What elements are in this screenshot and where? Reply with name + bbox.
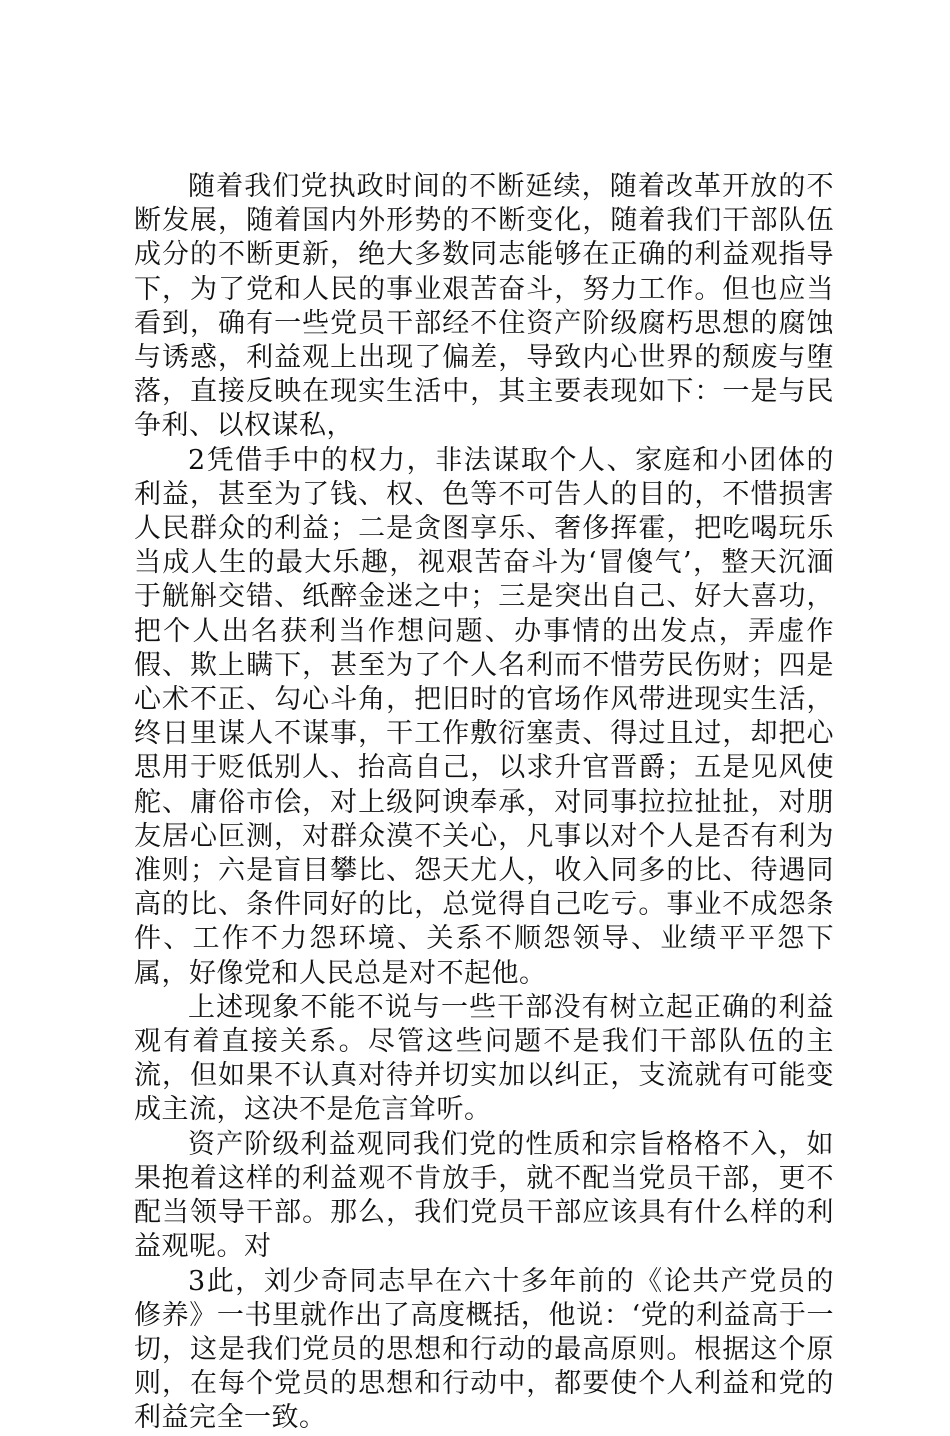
paragraph-4: 资产阶级利益观同我们党的性质和宗旨格格不入，如果抱着这样的利益观不肯放手，就不配当党员干部，更不配当领导干部。那么，我们党员干部应该具有什么样的利益观呢。对 (134, 1128, 834, 1263)
paragraph-3: 上述现象不能不说与一些干部没有树立起正确的利益观有着直接关系。尽管这些问题不是我们干部队伍的主流，但如果不认真对待并切实加以纠正，支流就有可能变成主流，这决不是危言耸听。 (134, 991, 834, 1126)
paragraph-1: 随着我们党执政时间的不断延续，随着改革开放的不断发展，随着国内外形势的不断变化，随着我们干部队伍成分的不断更新，绝大多数同志能够在正确的利益观指导下，为了党和人民的事业艰苦奋斗，努力工作。但也应当看到，确有一些党员干部经不住资产阶级腐朽思想的腐蚀与诱惑，利益观上出现了偏差，导致内心世界的颓废与堕落，直接反映在现实生活中，其主要表现如下：一是与民争利、以权谋私， (134, 171, 834, 442)
document-body (134, 170, 834, 1436)
paragraph-2: 2凭借手中的权力，非法谋取个人、家庭和小团体的利益，甚至为了钱、权、色等不可告人的目的，不惜损害人民群众的利益；二是贪图享乐、奢侈挥霍，把吃喝玩乐当成人生的最大乐趣，视艰苦奋斗为‘冒傻气’，整天沉湎于觥斛交错、纸醉金迷之中；三是突出自己、好大喜功，把个人出名获利当作想问题、办事情的出发点，弄虚作假、欺上瞒下，甚至为了个人名利而不惜劳民伤财；四是心术不正、勾心斗角，把旧时的官场作风带进现实生活，终日里谋人不谋事，干工作敷衍塞责、得过且过，却把心思用于贬低别人、抬高自己，以求升官晋爵；五是见风使舵、庸俗市侩，对上级阿谀奉承，对同事拉拉扯扯，对朋友居心叵测，对群众漠不关心，凡事以对个人是否有利为准则；六是盲目攀比、怨天尤人，收入同多的比、待遇同高的比、条件同好的比，总觉得自己吃亏。事业不成怨条件、工作不力怨环境、关系不顺怨领导、业绩平平怨下属，好像党和人民总是对不起他。 (134, 444, 834, 989)
paragraph-5: 3此，刘少奇同志早在六十多年前的《论共产党员的修养》一书里就作出了高度概括，他说：‘党的利益高于一切，这是我们党员的思想和行动的最高原则。根据这个原则，在每个党员的思想和行动中，都要使个人利益和党的利益完全一致。 (134, 1265, 834, 1434)
